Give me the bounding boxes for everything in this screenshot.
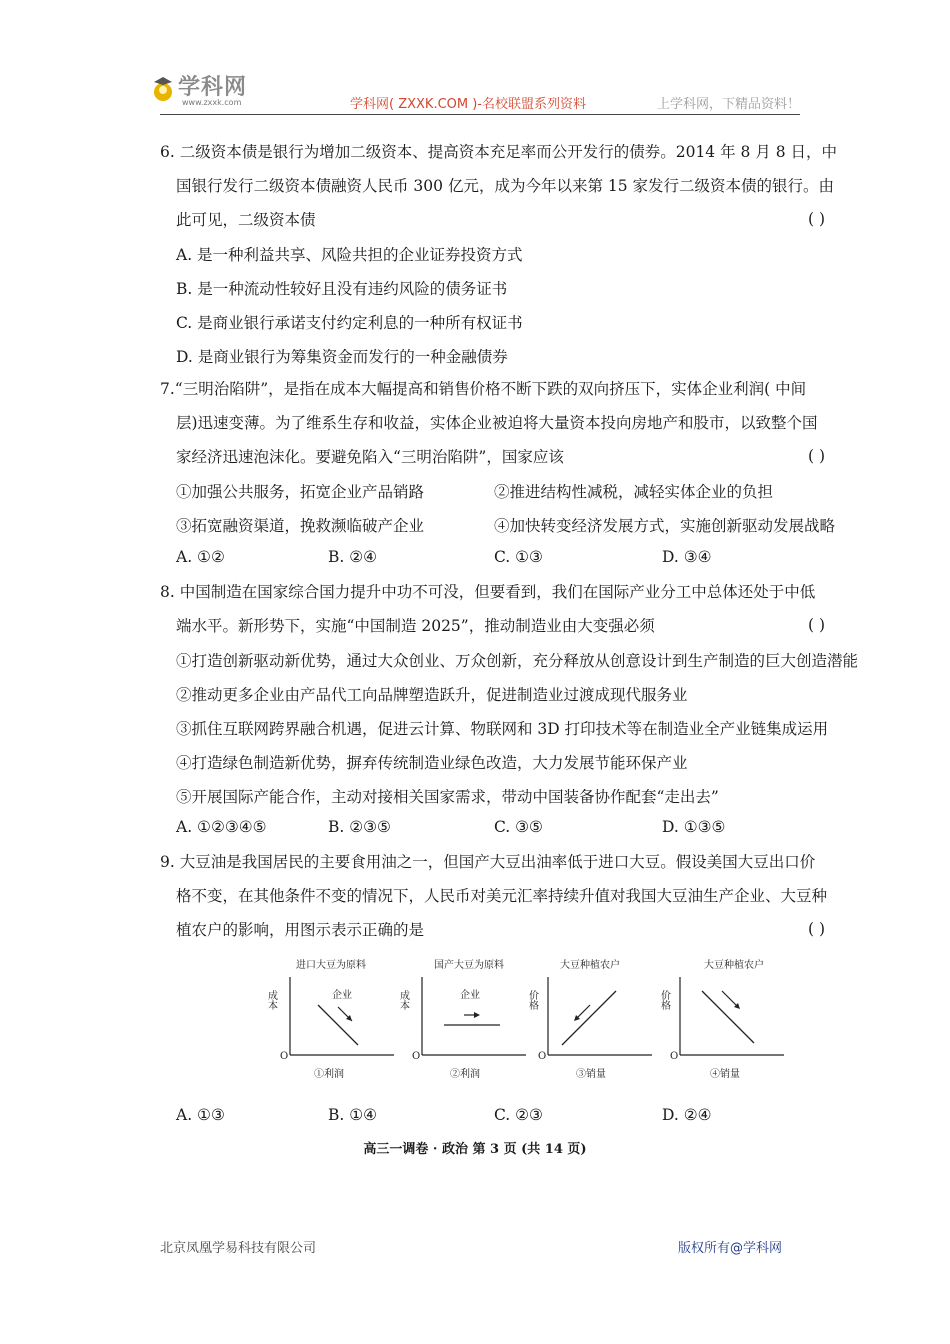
graph-title: 进口大豆为原料 [296, 960, 366, 971]
arrow-icon [722, 991, 738, 1007]
graph-origin: O [280, 1051, 289, 1062]
arrowhead-icon [474, 1012, 480, 1018]
q9-graph-1 [266, 955, 406, 1085]
q6-option-a: A. 是一种利益共享、风险共担的企业证券投资方式 [176, 246, 523, 264]
q7-item-4: ④加快转变经济发展方式，实施创新驱动发展战略 [494, 517, 836, 535]
graph-xlabel: ③销量 [576, 1069, 606, 1080]
q8-item-2: ②推动更多企业由产品代工向品牌塑造跃升，促进制造业过渡成现代服务业 [176, 686, 688, 704]
graph-ylabel: 价格 [526, 990, 538, 1010]
q9-choice-c: C. ②③ [494, 1106, 543, 1124]
graph-title: 大豆种植农户 [704, 960, 764, 971]
q6-option-d: D. 是商业银行为筹集资金而发行的一种金融债券 [176, 348, 508, 366]
q6-answer-paren: ( ) [808, 210, 826, 228]
q9-answer-paren: ( ) [808, 920, 826, 938]
q9-choice-a: A. ①③ [176, 1106, 225, 1124]
q6-option-c: C. 是商业银行承诺支付约定利息的一种所有权证书 [176, 314, 523, 332]
q9-graph-3 [526, 955, 670, 1085]
graph-origin: O [670, 1051, 679, 1062]
q7-line-1: 7.“三明治陷阱”，是指在成本大幅提高和销售价格不断下跌的双向挤压下，实体企业利润( 中间 [160, 380, 807, 398]
trend-line [702, 991, 754, 1043]
q6-line-1: 6. 二级资本债是银行为增加二级资本、提高资本充足率而公开发行的债券。2014 年 8 月 8 日，中 [160, 143, 838, 161]
q7-choice-b: B. ②④ [328, 548, 378, 566]
header-source-link[interactable]: 学科网( ZXXK.COM )-名校联盟系列资料 [350, 97, 586, 112]
q9-graph-2 [398, 955, 538, 1085]
q7-line-3: 家经济迅速泡沫化。要避免陷入“三明治陷阱”，国家应该 [176, 448, 564, 466]
q7-answer-paren: ( ) [808, 447, 826, 465]
q7-item-2: ②推进结构性减税，减轻实体企业的负担 [494, 483, 774, 501]
q7-item-1: ①加强公共服务，拓宽企业产品销路 [176, 483, 425, 501]
q8-answer-paren: ( ) [808, 616, 826, 634]
header-divider [160, 114, 800, 115]
q8-item-1: ①打造创新驱动新优势，通过大众创业、万众创新，充分释放从创意设计到生产制造的巨大创造潜能 [176, 652, 859, 670]
q8-line-2: 端水平。新形势下，实施“中国制造 2025”，推动制造业由大变强必须 [176, 617, 655, 635]
q6-line-3: 此可见，二级资本债 [176, 211, 316, 229]
q9-line-2: 格不变，在其他条件不变的情况下，人民币对美元汇率持续升值对我国大豆油生产企业、大豆种 [176, 887, 828, 905]
q9-line-3: 植农户的影响，用图示表示正确的是 [176, 921, 425, 939]
q8-choice-c: C. ③⑤ [494, 818, 543, 836]
q7-choice-d: D. ③④ [662, 548, 712, 566]
q7-choice-a: A. ①② [176, 548, 225, 566]
graph-origin: O [538, 1051, 547, 1062]
graph-title: 国产大豆为原料 [434, 960, 504, 971]
q7-item-3: ③拓宽融资渠道，挽救濒临破产企业 [176, 517, 425, 535]
q8-item-4: ④打造绿色制造新优势，摒弃传统制造业绿色改造，大力发展节能环保产业 [176, 754, 688, 772]
footer-copyright-link[interactable]: 版权所有@学科网 [678, 1241, 783, 1256]
graph-xlabel: ②利润 [450, 1069, 480, 1080]
trend-line [562, 991, 616, 1045]
footer-company: 北京凤凰学易科技有限公司 [160, 1241, 317, 1256]
q6-line-2: 国银行发行二级资本债融资人民币 300 亿元，成为今年以来第 15 家发行二级资本债的银行。由 [176, 177, 835, 195]
header-slogan: 上学科网，下精品资料！ [657, 97, 801, 112]
q9-graph-4 [660, 955, 800, 1085]
q8-line-1: 8. 中国制造在国家综合国力提升中功不可没，但要看到，我们在国际产业分工中总体还处于中低 [160, 583, 816, 601]
arrow-icon [576, 1005, 590, 1019]
graph-title: 大豆种植农户 [560, 960, 620, 971]
q9-line-1: 9. 大豆油是我国居民的主要食用油之一，但国产大豆出油率低于进口大豆。假设美国大豆出口价 [160, 853, 816, 871]
logo-text: 学科网 [178, 75, 248, 100]
graph-origin: O [412, 1051, 421, 1062]
page-number: 高三一调卷 · 政治 第 3 页 (共 14 页) [363, 1142, 587, 1157]
q8-choice-d: D. ①③⑤ [662, 818, 726, 836]
graph-xlabel: ④销量 [710, 1069, 740, 1080]
q8-item-5: ⑤开展国际产能合作，主动对接相关国家需求，带动中国装备协作配套“走出去” [176, 788, 719, 806]
q8-item-3: ③抓住互联网跨界融合机遇，促进云计算、物联网和 3D 打印技术等在制造业全产业链集成运用 [176, 720, 829, 738]
q7-choice-c: C. ①③ [494, 548, 543, 566]
graph-ylabel: 成本 [397, 990, 409, 1010]
logo-subtext: www.zxxk.com [182, 98, 242, 107]
q8-choice-a: A. ①②③④⑤ [176, 818, 267, 836]
graph-note: 企业 [332, 990, 352, 1001]
q6-option-b: B. 是一种流动性较好且没有违约风险的债务证书 [176, 280, 508, 298]
graph-xlabel: ①利润 [314, 1069, 344, 1080]
graph-note: 企业 [460, 990, 480, 1001]
q8-choice-b: B. ②③⑤ [328, 818, 391, 836]
q7-line-2: 层)迅速变薄。为了维系生存和收益，实体企业被迫将大量资本投向房地产和股市，以致整个国 [176, 414, 818, 432]
graph-ylabel: 成本 [265, 990, 277, 1010]
trend-line [318, 1005, 358, 1045]
graph-ylabel: 价格 [658, 990, 670, 1010]
q9-choice-d: D. ②④ [662, 1106, 712, 1124]
q9-choice-b: B. ①④ [328, 1106, 378, 1124]
